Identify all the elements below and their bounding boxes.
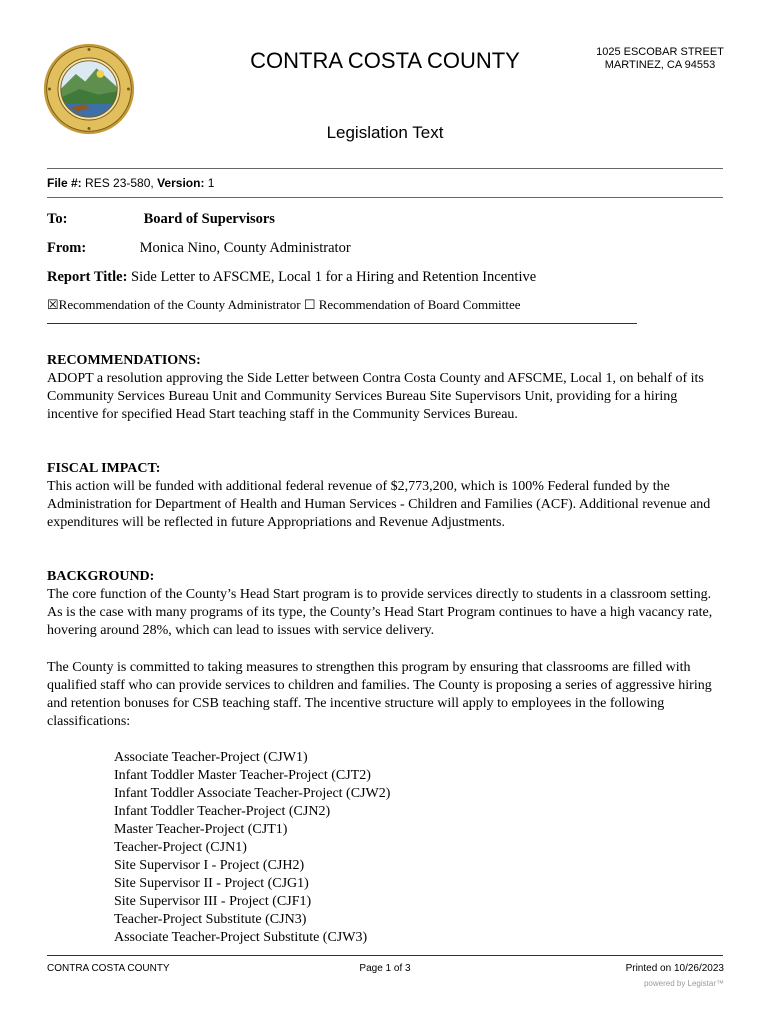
list-item: Associate Teacher-Project (CJW1) bbox=[114, 750, 308, 765]
rec-admin-label: Recommendation of the County Administrator bbox=[58, 297, 301, 312]
recommendation-source-line bbox=[47, 297, 521, 313]
background-heading: BACKGROUND: bbox=[47, 569, 155, 584]
list-item: Site Supervisor III - Project (CJF1) bbox=[114, 894, 312, 909]
list-item: Teacher-Project (CJN1) bbox=[114, 840, 247, 855]
checked-checkbox-icon[interactable]: ☒ bbox=[47, 297, 59, 312]
version-value: 1 bbox=[207, 176, 215, 190]
from-value: Monica Nino, County Administrator bbox=[139, 240, 351, 256]
background-section bbox=[47, 568, 727, 731]
report-title-label: Report Title: bbox=[47, 269, 128, 285]
recommendations-text: ADOPT a resolution approving the Side Letter between Contra Costa County and AFSCME, Local 1, on behalf of its Community Services Bureau Unit and Community Services Bureau Site Supervisors Unit, providing for a hiring incentive for specified Head Start teaching staff in the Community Services Bureau. bbox=[47, 371, 704, 422]
list-item: Infant Toddler Associate Teacher-Project (CJW2) bbox=[114, 786, 391, 801]
divider-file bbox=[47, 197, 723, 198]
file-value: RES 23-580, bbox=[85, 176, 154, 190]
file-label: File #: bbox=[47, 176, 82, 190]
list-item: Associate Teacher-Project Substitute (CJW3) bbox=[114, 930, 368, 945]
address-line-2: MARTINEZ, CA 94553 bbox=[604, 59, 716, 71]
list-item: Teacher-Project Substitute (CJN3) bbox=[114, 912, 307, 927]
county-title: CONTRA COSTA COUNTY bbox=[250, 48, 520, 73]
fiscal-impact-section bbox=[47, 460, 727, 532]
list-item: Site Supervisor I - Project (CJH2) bbox=[114, 858, 305, 873]
fiscal-impact-text: This action will be funded with additional federal revenue of $2,773,200, which is 100% Federal funded by the Administration for Department of Health and Human Services - Children and Families (ACF). Additional revenue and expenditures will be reflected in future Appropriations and Revenue Adjustments. bbox=[47, 479, 711, 530]
footer-page-number: Page 1 of 3 bbox=[359, 963, 411, 974]
county-address bbox=[560, 46, 760, 72]
background-paragraph-1: The core function of the County’s Head Start program is to provide services directly to students in a classroom setting. As is the case with many programs of its type, the County’s Head Start Program continues to have a high vacancy rate, hovering around 28%, which can lead to issues with service delivery. bbox=[47, 587, 713, 638]
fiscal-impact-heading: FISCAL IMPACT: bbox=[47, 461, 161, 476]
memo-to-row bbox=[47, 211, 275, 228]
to-label: To: bbox=[47, 211, 68, 227]
report-title-value: Side Letter to AFSCME, Local 1 for a Hiring and Retention Incentive bbox=[131, 269, 537, 285]
from-label: From: bbox=[47, 240, 87, 256]
memo-report-title-row bbox=[47, 269, 536, 286]
address-line-1: 1025 ESCOBAR STREET bbox=[596, 46, 724, 58]
file-number-line bbox=[47, 176, 214, 190]
recommendations-section bbox=[47, 352, 727, 424]
powered-by-legistar: powered by Legistar™ bbox=[643, 979, 724, 988]
version-label: Version: bbox=[157, 176, 205, 190]
footer-county: CONTRA COSTA COUNTY bbox=[47, 963, 170, 974]
list-item: Infant Toddler Teacher-Project (CJN2) bbox=[114, 804, 331, 819]
unchecked-checkbox-icon[interactable]: ☐ bbox=[303, 297, 316, 312]
document-type-title: Legislation Text bbox=[326, 123, 444, 142]
to-value: Board of Supervisors bbox=[143, 211, 275, 227]
classification-list bbox=[114, 749, 390, 947]
recommendations-heading: RECOMMENDATIONS: bbox=[47, 353, 201, 368]
list-item: Master Teacher-Project (CJT1) bbox=[114, 822, 288, 837]
list-item: Infant Toddler Master Teacher-Project (CJT2) bbox=[114, 768, 371, 783]
list-item: Site Supervisor II - Project (CJG1) bbox=[114, 876, 309, 891]
memo-from-row bbox=[47, 240, 351, 257]
divider-footer bbox=[47, 955, 723, 956]
rec-committee-label: Recommendation of Board Committee bbox=[318, 297, 521, 312]
footer-printed-date: Printed on 10/26/2023 bbox=[625, 963, 724, 974]
divider-top bbox=[47, 168, 723, 169]
background-paragraph-2: The County is committed to taking measures to strengthen this program by ensuring that classrooms are filled with qualified staff who can provide services to children and families. The County is proposing a series of aggressive hiring and retention bonuses for CSB teaching staff. The incentive structure will apply to employees in the following classifications: bbox=[47, 660, 712, 729]
divider-memo bbox=[47, 323, 637, 324]
